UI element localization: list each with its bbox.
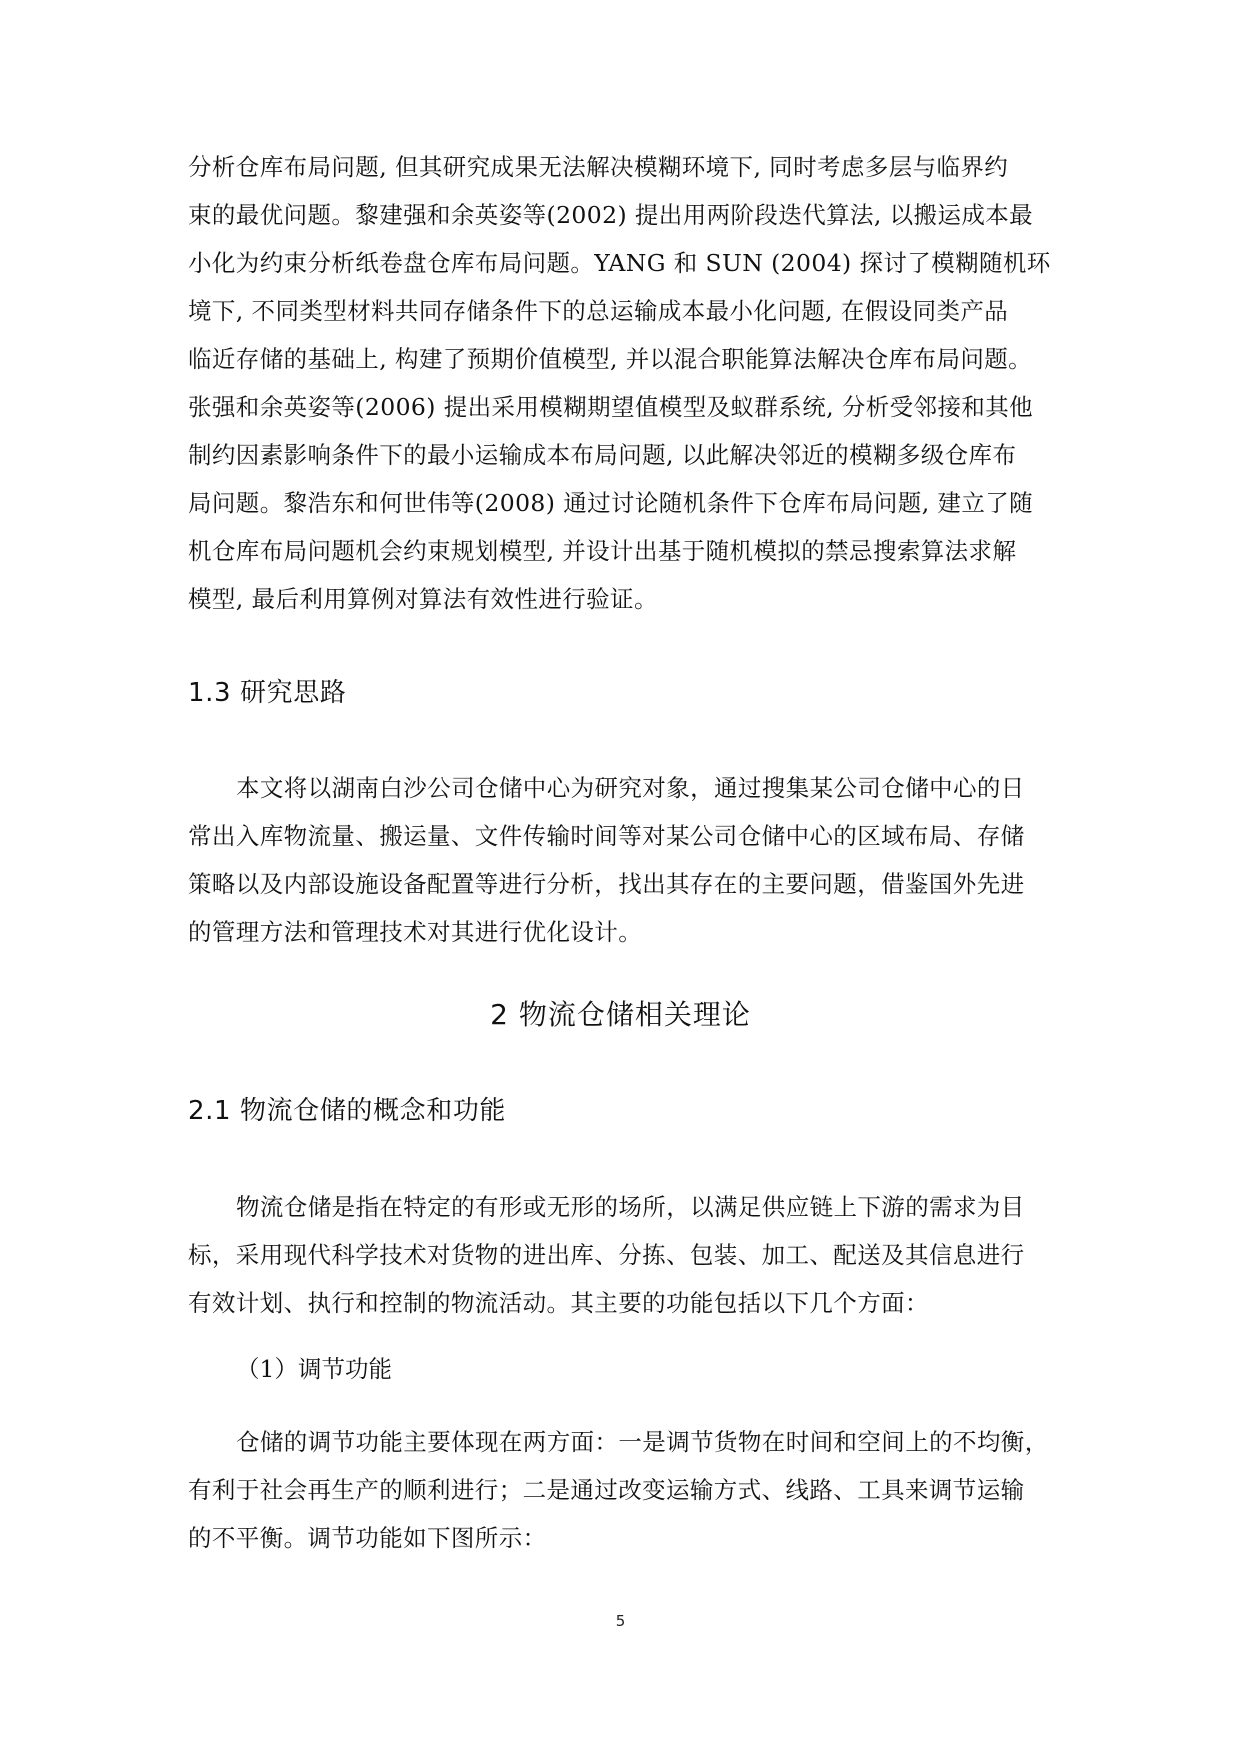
text-line: 束的最优问题。黎建强和余英姿等(2002) 提出用两阶段迭代算法, 以搬运成本最: [188, 201, 1034, 229]
text-line: 张强和余英姿等(2006) 提出采用模糊期望值模型及蚁群系统, 分析受邻接和其他: [188, 393, 1034, 421]
chapter-heading-2: 2 物流仓储相关理论: [490, 998, 751, 1031]
text-line: 临近存储的基础上, 构建了预期价值模型, 并以混合职能算法解决仓库布局问题。: [188, 345, 1033, 373]
text-line: 标，采用现代科学技术对货物的进出库、分拣、包装、加工、配送及其信息进行: [188, 1241, 1025, 1269]
text-line: 境下, 不同类型材料共同存储条件下的总运输成本最小化问题, 在假设同类产品: [188, 297, 1009, 325]
list-item-label-1: （1）调节功能: [236, 1355, 392, 1383]
text-line: 局问题。黎浩东和何世伟等(2008) 通过讨论随机条件下仓库布局问题, 建立了随: [188, 489, 1034, 517]
paragraph-research-approach: [188, 764, 1048, 956]
text-line: 分析仓库布局问题, 但其研究成果无法解决模糊环境下, 同时考虑多层与临界约: [188, 153, 1009, 181]
text-line: 本文将以湖南白沙公司仓储中心为研究对象，通过搜集某公司仓储中心的日: [236, 774, 1025, 802]
paragraph-adjustment-function: [188, 1418, 1048, 1562]
text-line: 小化为约束分析纸卷盘仓库布局问题。YANG 和 SUN (2004) 探讨了模糊随机环: [188, 249, 1051, 277]
text-line: 的不平衡。调节功能如下图所示：: [188, 1524, 547, 1552]
text-line: 制约因素影响条件下的最小运输成本布局问题, 以此解决邻近的模糊多级仓库布: [188, 441, 1017, 469]
text-line: 策略以及内部设施设备配置等进行分析，找出其存在的主要问题，借鉴国外先进: [188, 870, 1025, 898]
text-line: 仓储的调节功能主要体现在两方面：一是调节货物在时间和空间上的不均衡，: [236, 1428, 1049, 1456]
text-line: 模型, 最后利用算例对算法有效性进行验证。: [188, 585, 658, 613]
text-line: 有利于社会再生产的顺利进行；二是通过改变运输方式、线路、工具来调节运输: [188, 1476, 1025, 1504]
text-line: 物流仓储是指在特定的有形或无形的场所，以满足供应链上下游的需求为目: [236, 1193, 1025, 1221]
page-number: 5: [615, 1612, 626, 1630]
text-line: 有效计划、执行和控制的物流活动。其主要的功能包括以下几个方面：: [188, 1289, 929, 1317]
text-line: 常出入库物流量、搬运量、文件传输时间等对某公司仓储中心的区域布局、存储: [188, 822, 1025, 850]
section-heading-1-3: 1.3 研究思路: [188, 678, 347, 708]
text-line: 机仓库布局问题机会约束规划模型, 并设计出基于随机模拟的禁忌搜索算法求解: [188, 537, 1017, 565]
section-heading-2-1: 2.1 物流仓储的概念和功能: [188, 1096, 507, 1126]
text-line: 的管理方法和管理技术对其进行优化设计。: [188, 918, 643, 946]
paragraph-warehouse-layout-review: [188, 143, 1051, 623]
paragraph-logistics-warehousing-definition: [188, 1183, 1048, 1327]
